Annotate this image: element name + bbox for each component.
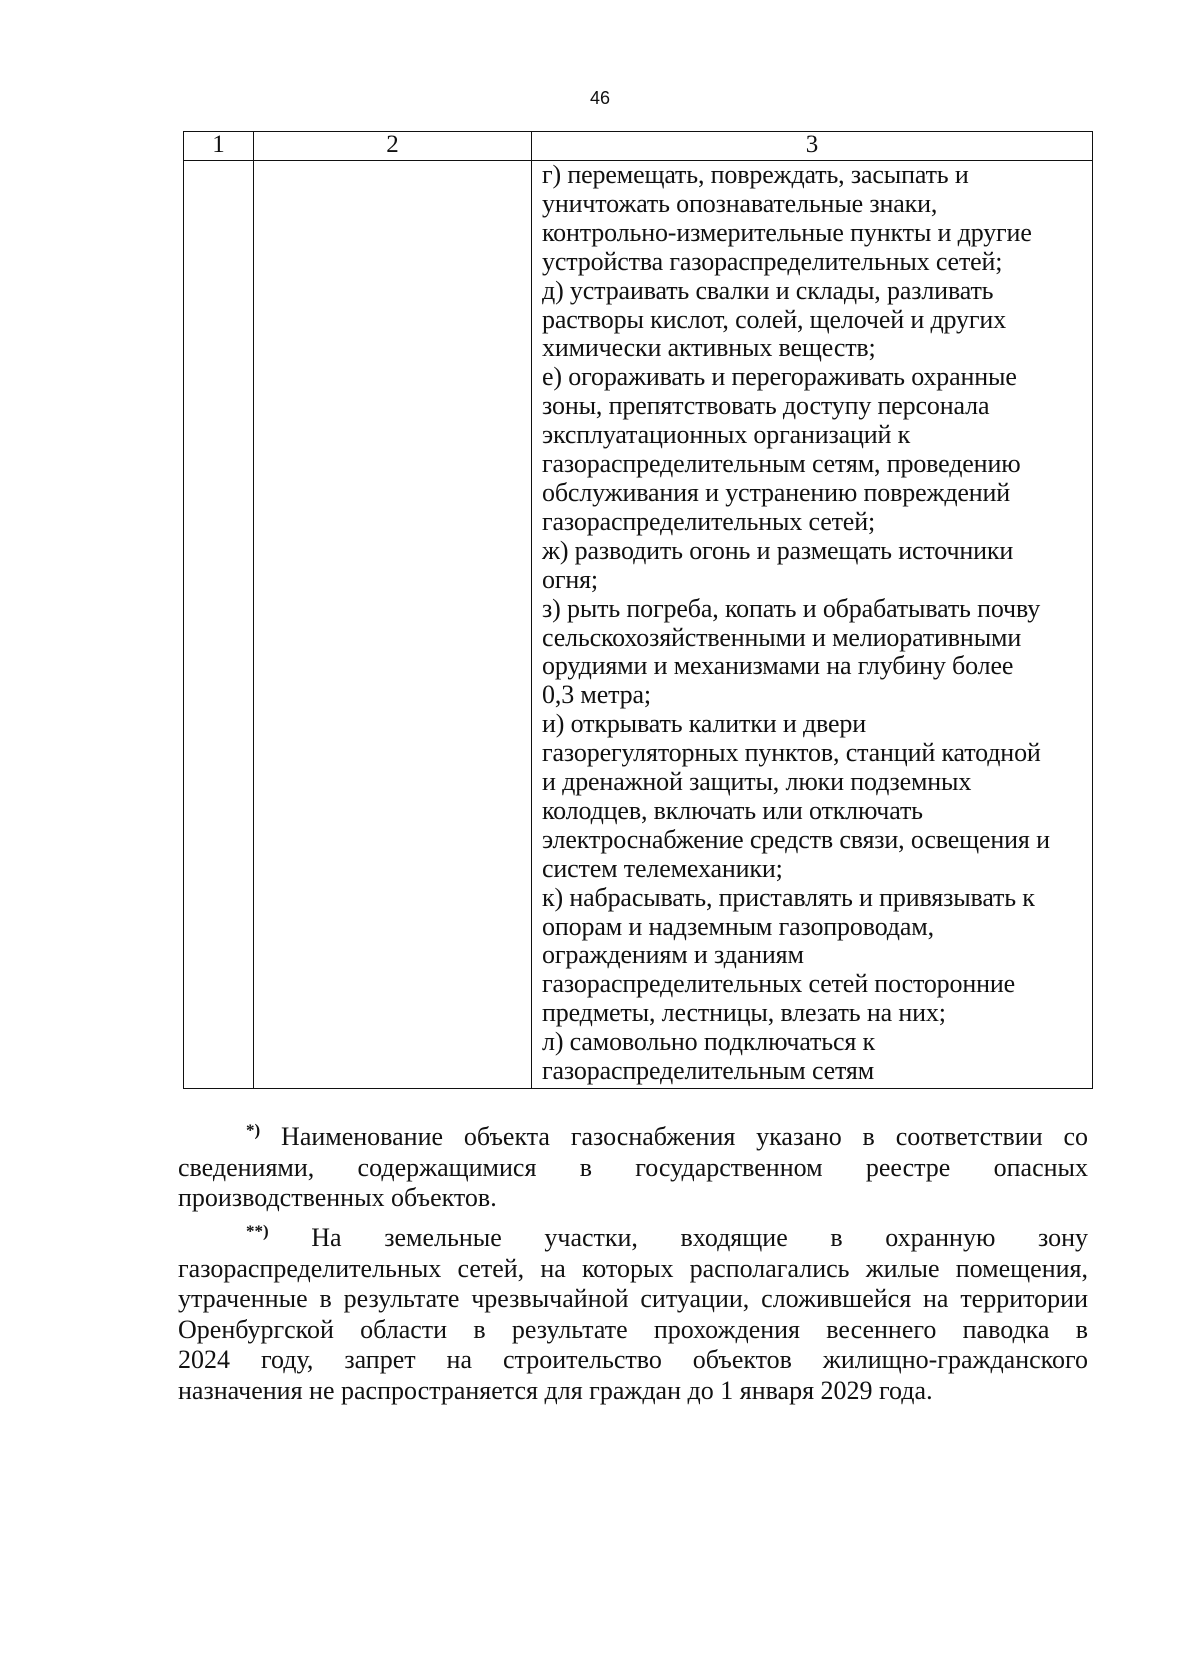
restriction-text-line: зоны, препятствовать доступу персонала <box>542 391 990 421</box>
restriction-text-line: огня; <box>542 564 599 594</box>
restriction-text-line: ограждениям и зданиям <box>542 940 804 970</box>
footnote-line: 2024 году, запрет на строительство объектов жилищно-гражданского <box>178 1345 1088 1374</box>
restriction-text-line: газораспределительных сетей; <box>542 506 876 536</box>
restriction-text-line: электроснабжение средств связи, освещения и <box>542 824 1050 854</box>
restriction-text-line: и дренажной защиты, люки подземных <box>542 767 972 797</box>
footnote-line: назначения не распространяется для граждан до 1 января 2029 года. <box>178 1375 933 1405</box>
restriction-text-line: газораспределительным сетям <box>542 1056 875 1086</box>
column-header-1: 1 <box>184 132 254 161</box>
restriction-text-line: эксплуатационных организаций к <box>542 420 911 450</box>
restriction-text-line: предметы, лестницы, влезать на них; <box>542 998 946 1028</box>
cell-col-3 <box>532 161 1093 1089</box>
restriction-text-line: газорегуляторных пунктов, станций катодной <box>542 738 1041 768</box>
restriction-text-line: орудиями и механизмами на глубину более <box>542 651 1014 681</box>
restriction-text-line: химически активных веществ; <box>542 333 876 363</box>
restriction-text-line: растворы кислот, солей, щелочей и других <box>542 304 1007 334</box>
footnote-text: Наименование объекта газоснабжения указано в соответствии со <box>281 1122 1089 1151</box>
restriction-text-line: контрольно-измерительные пункты и другие <box>542 217 1032 247</box>
table-header-row <box>184 132 1093 161</box>
column-header-2: 2 <box>254 132 532 161</box>
restriction-text-line: систем телемеханики; <box>542 853 783 883</box>
restriction-text-line: уничтожать опознавательные знаки, <box>542 188 938 218</box>
restriction-text-line: газораспределительных сетей посторонние <box>542 969 1016 999</box>
footnote-line: сведениями, содержащимися в государственном реестре опасных <box>178 1152 1088 1182</box>
restriction-text-line: е) огораживать и перегораживать охранные <box>542 362 1017 392</box>
restriction-text-line: з) рыть погреба, копать и обрабатывать почву <box>542 593 1041 623</box>
restrictions-table <box>183 131 1093 1089</box>
restriction-text-line: опорам и надземным газопроводам, <box>542 911 934 941</box>
column-header-3: 3 <box>532 132 1093 161</box>
footnote-line: производственных объектов. <box>178 1183 497 1212</box>
restriction-text-line: 0,3 метра; <box>542 680 651 710</box>
cell-col-1 <box>184 161 254 1089</box>
footnote-line <box>178 1122 1088 1153</box>
footnote-marker: **) <box>246 1221 269 1241</box>
page-number: 46 <box>589 88 611 108</box>
restriction-text-line: сельскохозяйственными и мелиоративными <box>542 622 1022 652</box>
restriction-text-line: д) устраивать свалки и склады, разливать <box>542 275 994 305</box>
footnote-marker: *) <box>246 1120 261 1140</box>
restriction-text-line: обслуживания и устранению повреждений <box>542 477 1011 507</box>
restriction-text-line: л) самовольно подключаться к <box>542 1027 876 1057</box>
footnote-line: газораспределительных сетей, на которых располагались жилые помещения, <box>178 1253 1088 1283</box>
restriction-text-line: ж) разводить огонь и размещать источники <box>542 535 1014 565</box>
restriction-text-line: к) набрасывать, приставлять и привязывать к <box>542 882 1035 912</box>
footnote-line: Оренбургской области в результате прохождения весеннего паводка в <box>178 1314 1088 1344</box>
footnote-text: На земельные участки, входящие в охранную зону <box>311 1223 1089 1252</box>
footnote-line: утраченные в результате чрезвычайной ситуации, сложившейся на территории <box>178 1284 1088 1313</box>
cell-col-2 <box>254 161 532 1089</box>
restriction-text-line: г) перемещать, повреждать, засыпать и <box>542 160 969 189</box>
restriction-text-line: газораспределительным сетям, проведению <box>542 449 1021 479</box>
footnote-line <box>178 1223 1088 1254</box>
table-row <box>184 161 1093 1089</box>
footnote-1 <box>178 1122 1088 1214</box>
restriction-text-line: колодцев, включать или отключать <box>542 795 923 825</box>
restriction-text-line: и) открывать калитки и двери <box>542 709 867 739</box>
restriction-text-line: устройства газораспределительных сетей; <box>542 246 1003 276</box>
footnote-2 <box>178 1223 1088 1406</box>
